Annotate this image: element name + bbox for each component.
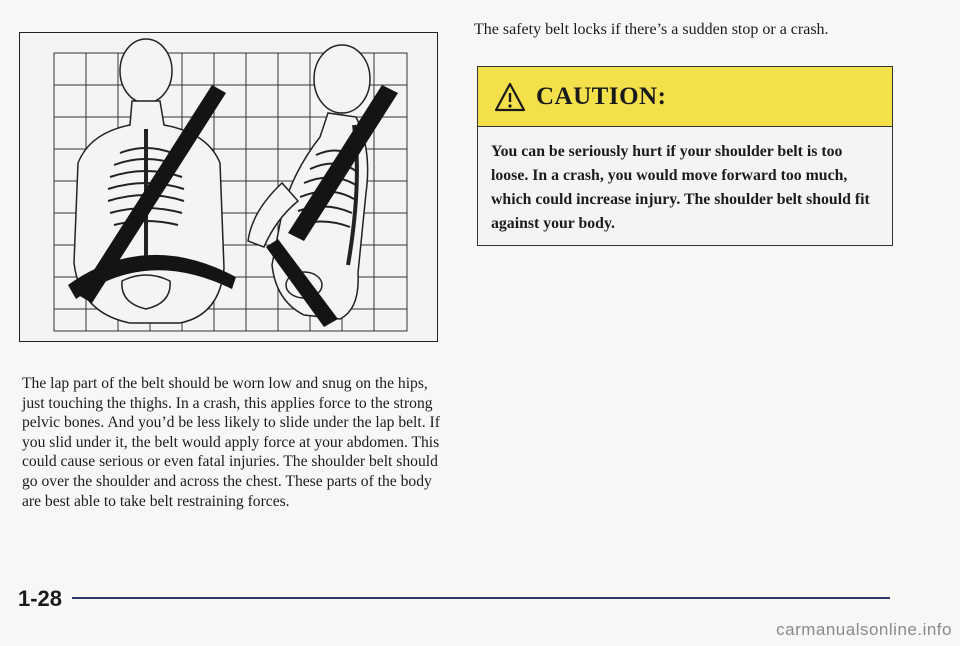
lap-belt-paragraph: The lap part of the belt should be worn low and snug on the hips, just touching the thighs. In a crash, this applies force to the strong pelvic bones. And you’d be less likely to slide under the lap belt. If you slid under it, the belt would apply force at your abdomen. This could cause serious or even fatal injuries. The shoulder belt should go over the shoulder and across the chest. These parts of the body are best able to take belt restraining forces.	[22, 375, 440, 510]
caution-text: You can be seriously hurt if your shoulder belt is too loose. In a crash, you would move forward too much, which could increase injury. The shoulder belt should fit against your body.	[491, 143, 870, 232]
watermark: carmanualsonline.info	[776, 620, 952, 639]
footer-rule	[72, 597, 890, 599]
safety-belt-illustration-icon	[20, 33, 437, 341]
belt-locks-intro: The safety belt locks if there’s a sudden stop or a crash.	[474, 21, 829, 38]
caution-header	[478, 67, 892, 127]
safety-belt-figure	[19, 32, 438, 342]
page-number: 1-28	[18, 586, 63, 611]
warning-triangle-icon	[494, 82, 526, 112]
caution-box	[477, 66, 893, 246]
caution-title: CAUTION:	[536, 82, 667, 110]
